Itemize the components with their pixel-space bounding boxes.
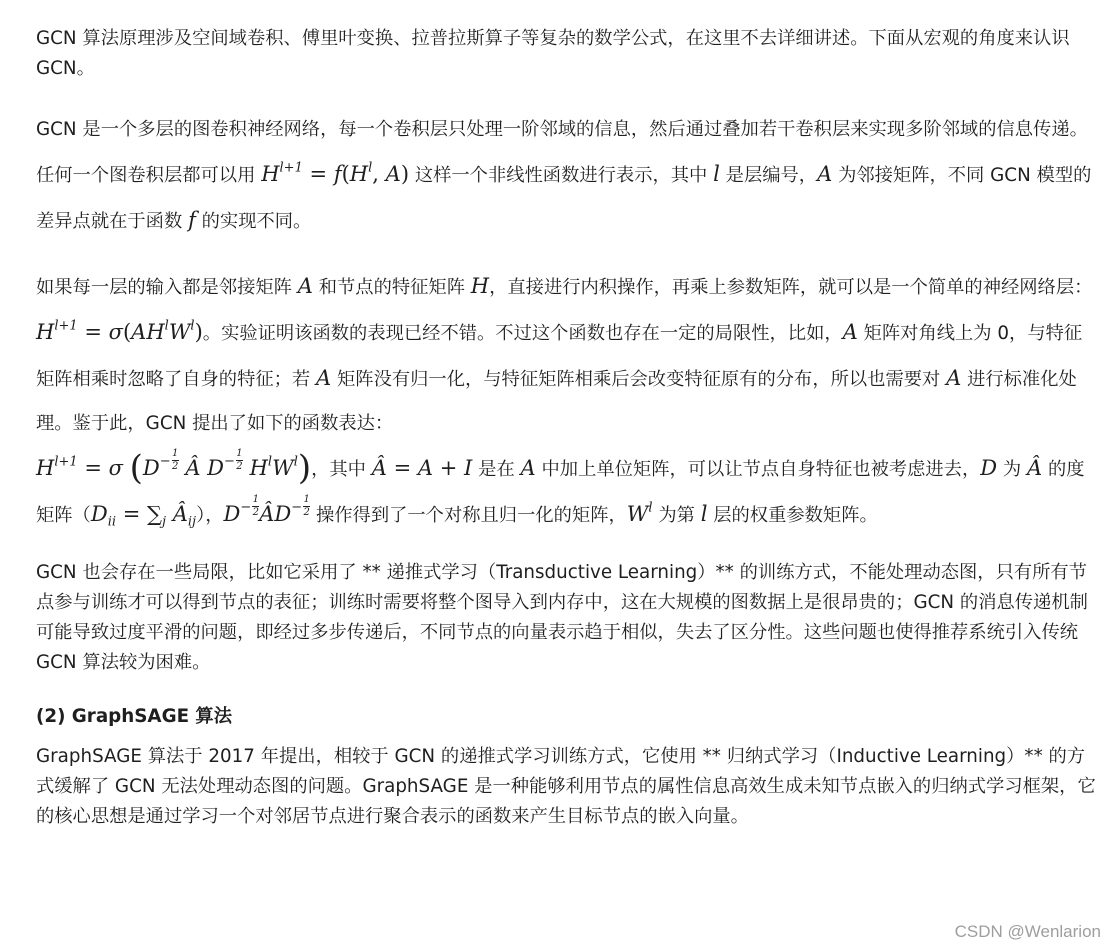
formula-a: A — [946, 366, 962, 390]
paragraph-gcn-layers — [36, 108, 1096, 244]
paragraph-text: GraphSAGE 算法于 2017 年提出，相较于 GCN 的递推式学习训练方式，它使用 ** 归纳式学习（Inductive Learning）** 的方式缓解了 GCN 无法处理动态图的问题。GraphSAGE 是一种能够利用节点的属性信息高效生成未知节点嵌入的归纳式学习框架，它的核心思想是通过学习一个对邻居节点进行聚合表示的函数来产生目标节点的嵌入向量。 — [36, 746, 1096, 827]
formula-a: A — [520, 456, 536, 480]
text-segment: 操作得到了一个对称且归一化的矩阵， — [310, 505, 627, 526]
text-segment: ，直接进行内积操作，再乘上参数矩阵，就可以是一个简单的神经网络层： — [489, 277, 1093, 298]
formula-gcn-propagation: $H^{l+1} = \sigma$ ($D^{- \frac{1}{2}}$ Â $D^{- \frac{1}{2}}$ $H^lW^l$) — [36, 447, 312, 488]
formula-d: D — [980, 456, 998, 480]
text-segment: 进行标准化处理。鉴于此，GCN 提出了如下的函数表达： — [36, 369, 1077, 434]
text-segment: 矩阵没有归一化，与特征矩阵相乘后会改变特征原有的分布，所以也需要对 — [331, 369, 947, 390]
text-segment: 。实验证明该函数的表现已经不错。不过这个函数也存在一定的局限性，比如， — [202, 323, 843, 344]
text-segment: ，其中 — [311, 459, 372, 480]
text-segment: 为 — [997, 459, 1028, 480]
formula-l: l — [713, 162, 720, 186]
text-segment: 的度矩阵（ — [36, 459, 1085, 526]
watermark: CSDN @Wenlarion — [954, 922, 1101, 941]
formula-a: A — [297, 274, 313, 298]
text-segment: 这样一个非线性函数进行表示，其中 — [409, 165, 714, 186]
formula-a-hat-def: Â = A + I — [371, 456, 473, 480]
formula-layer: $H^{l+1} = f(H^l$, A) — [261, 160, 410, 186]
text-segment: 中加上单位矩阵，可以让节点自身特征也被考虑进去， — [535, 459, 981, 480]
formula-normalization: $D^{- \frac{1}{2}}$ $ÂD^{- \frac{1}{2}}$ — [223, 493, 310, 526]
formula-a-hat: Â — [1027, 456, 1043, 480]
paragraph-gcn-formula — [36, 264, 1096, 538]
formula-simple-layer: $H^{l+1} = \sigma(AH^lW^l)$ — [36, 318, 203, 344]
paragraph-text: GCN 也会存在一些局限，比如它采用了 ** 递推式学习（Transductive Learning）** 的训练方式，不能处理动态图，只有所有节点参与训练才可以得到节点的表征；训练时需要将整个图导入到内存中，这在大规模的图数据上是很昂贵的；GCN 的消息传递机制可能导致过度平滑的问题，即经过多步传递后，不同节点的向量表示趋于相似，失去了区分性。这些问题也使得推荐系统引入传统 GCN 算法较为困难。 — [36, 562, 1088, 673]
paragraph-gcn-limits — [36, 558, 1096, 678]
formula-a: A — [316, 366, 332, 390]
text-segment: GCN 是一个多层的图卷积神经网络，每一个卷积层只处理一阶邻域的信息，然后通过叠加若干卷积层来实现多阶邻域的信息传递。任何一个图卷积层都可以用 — [36, 119, 1088, 186]
text-segment: 层的权重参数矩阵。 — [707, 505, 878, 526]
text-segment: 是在 — [472, 459, 521, 480]
text-segment: 矩阵对角线上为 0，与特征矩阵相乘时忽略了自身的特征；若 — [36, 323, 1083, 390]
text-segment: 的实现不同。 — [195, 211, 312, 232]
text-segment: 是层编号， — [719, 165, 818, 186]
section-heading: (2) GraphSAGE 算法 — [36, 706, 232, 727]
text-segment: 和节点的特征矩阵 — [312, 277, 471, 298]
formula-degree: $D_{ii} = \sum_j$ $Â_{ij}$ — [90, 502, 197, 530]
paragraph-gcn-intro — [36, 24, 1096, 84]
formula-l: l — [700, 502, 708, 526]
formula-f: f — [188, 208, 196, 232]
paragraph-text: GCN 算法原理涉及空间域卷积、傅里叶变换、拉普拉斯算子等复杂的数学公式，在这里不去详细讲述。下面从宏观的角度来认识 GCN。 — [36, 28, 1070, 79]
formula-h: H — [470, 274, 490, 298]
formula-a: A — [817, 162, 833, 186]
text-segment: 如果每一层的输入都是邻接矩阵 — [36, 277, 298, 298]
text-segment: 为邻接矩阵，不同 GCN 模型的差异点就在于函数 — [36, 165, 1092, 232]
text-segment: 为第 — [652, 505, 701, 526]
text-segment: ）， — [196, 505, 224, 526]
formula-a: A — [842, 320, 858, 344]
formula-w: $W^l$ — [626, 500, 653, 526]
paragraph-graphsage — [36, 742, 1096, 832]
article-body — [36, 24, 1096, 856]
